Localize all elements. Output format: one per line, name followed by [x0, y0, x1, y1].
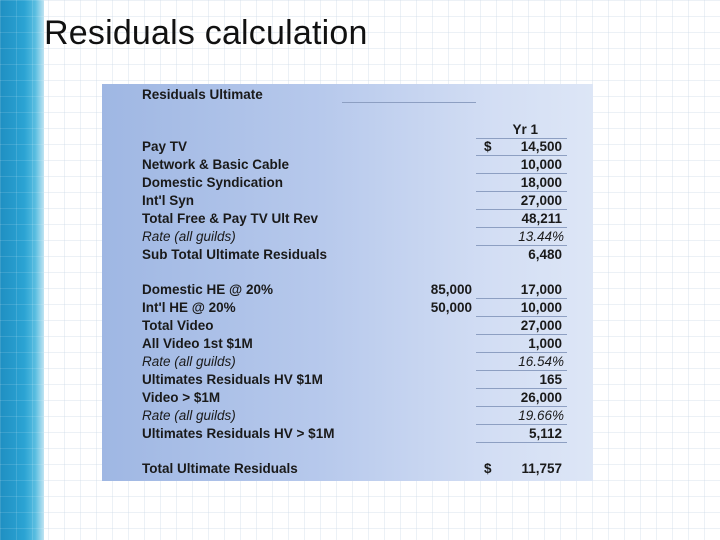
table-row — [102, 192, 593, 210]
title-underline — [342, 102, 476, 103]
row-label: Rate (all guilds) — [142, 408, 236, 423]
row-value: 10,000 — [520, 300, 562, 315]
row-value: 10,000 — [520, 157, 562, 172]
table-row — [102, 174, 593, 192]
row-label: Rate (all guilds) — [142, 354, 236, 369]
column-header-yr1: Yr 1 — [512, 122, 538, 137]
residuals-table — [102, 84, 593, 481]
row-label: Domestic HE @ 20% — [142, 282, 273, 297]
table-row — [102, 407, 593, 425]
row-value: 27,000 — [520, 318, 562, 333]
row-label: Sub Total Ultimate Residuals — [142, 247, 328, 262]
row-label: Domestic Syndication — [142, 175, 284, 190]
row-value: 11,757 — [521, 461, 562, 476]
table-row-total — [102, 460, 593, 478]
row-label: Video > $1M — [142, 390, 221, 405]
currency-symbol: $ — [484, 461, 492, 476]
table-row — [102, 389, 593, 407]
row-value: 27,000 — [520, 193, 562, 208]
table-row — [102, 335, 593, 353]
table-row — [102, 246, 593, 264]
table-row — [102, 210, 593, 228]
table-row — [102, 138, 593, 156]
table-row — [102, 371, 593, 389]
row-value: 14,500 — [520, 139, 562, 154]
table-title: Residuals Ultimate — [142, 87, 263, 102]
row-label: Network & Basic Cable — [142, 157, 290, 172]
table-row — [102, 425, 593, 443]
row-label: Ultimates Residuals HV $1M — [142, 372, 323, 387]
slide-title: Residuals calculation — [44, 14, 368, 52]
cell-rule — [476, 442, 567, 443]
row-label: Total Free & Pay TV Ult Rev — [142, 211, 319, 226]
table-row — [102, 228, 593, 246]
table-row — [102, 353, 593, 371]
row-value: 6,480 — [528, 247, 562, 262]
row-label: Rate (all guilds) — [142, 229, 236, 244]
row-value: 48,211 — [521, 211, 562, 226]
table-row — [102, 281, 593, 299]
row-value: 26,000 — [520, 390, 562, 405]
left-accent-band — [0, 0, 44, 540]
table-row — [102, 317, 593, 335]
row-value: 13.44% — [518, 229, 564, 244]
currency-symbol: $ — [484, 139, 492, 154]
row-label: Int'l HE @ 20% — [142, 300, 236, 315]
table-row — [102, 299, 593, 317]
row-value: 19.66% — [518, 408, 564, 423]
gross-value: 50,000 — [430, 300, 472, 315]
row-label: Total Video — [142, 318, 214, 333]
row-label: All Video 1st $1M — [142, 336, 253, 351]
row-label: Ultimates Residuals HV > $1M — [142, 426, 335, 441]
table-row — [102, 156, 593, 174]
gross-value: 85,000 — [430, 282, 472, 297]
row-value: 16.54% — [518, 354, 564, 369]
row-value: 1,000 — [528, 336, 562, 351]
row-label: Int'l Syn — [142, 193, 194, 208]
row-value: 18,000 — [520, 175, 562, 190]
row-value: 17,000 — [520, 282, 562, 297]
row-value: 5,112 — [528, 426, 562, 441]
row-label: Pay TV — [142, 139, 188, 154]
row-value: 165 — [539, 372, 562, 387]
row-label: Total Ultimate Residuals — [142, 461, 298, 476]
